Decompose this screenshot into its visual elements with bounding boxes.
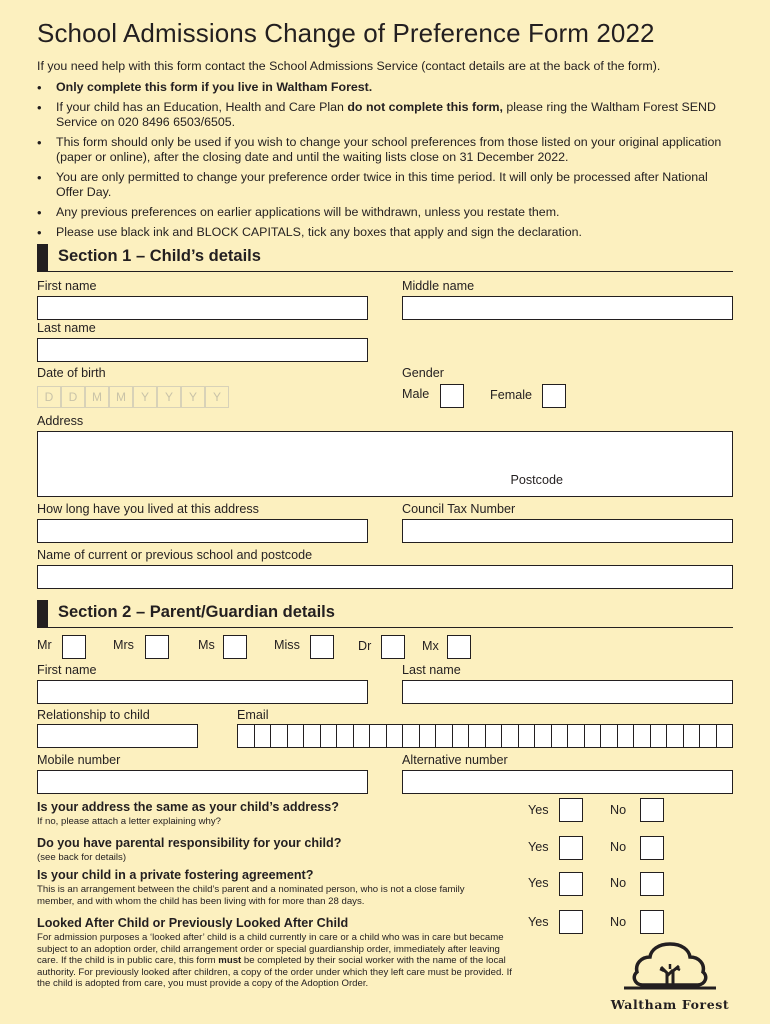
section1-header [37,244,733,272]
looked-after-yes-checkbox[interactable] [559,910,583,934]
title-miss-checkbox[interactable] [310,635,334,659]
bullet-item: • Any previous preferences on earlier applications will be withdrawn, unless you restate them. [37,205,737,220]
parent-first-name-field[interactable] [37,680,368,704]
title-mx-checkbox[interactable] [447,635,471,659]
parental-responsibility-no-checkbox[interactable] [640,836,664,860]
yes-label: Yes [528,803,549,817]
bullet-item: • If your child has an Education, Health and Care Plan do not complete this form, please ring the Waltham Forest SEND Service on 020 8496 6503/6505. [37,100,737,130]
title-dr-checkbox[interactable] [381,635,405,659]
private-fostering-yes-checkbox[interactable] [559,872,583,896]
dob-cell[interactable]: M [85,386,109,408]
title-ms-label: Ms [198,638,215,652]
council-tax-label: Council Tax Number [402,502,516,516]
alt-number-field[interactable] [402,770,733,794]
looked-after-no-checkbox[interactable] [640,910,664,934]
section-marker [37,600,48,627]
no-label: No [610,876,627,890]
alt-number-label: Alternative number [402,753,508,767]
dob-cell[interactable]: M [109,386,133,408]
gender-label: Gender [402,366,445,380]
female-checkbox[interactable] [542,384,566,408]
question-note: (see back for details) [37,852,127,863]
question-looked-after-child: Looked After Child or Previously Looked After Child [37,916,349,930]
yes-label: Yes [528,840,549,854]
title-mx-label: Mx [422,639,439,653]
child-last-name-field[interactable] [37,338,368,362]
bullet-item: • This form should only be used if you wish to change your school preferences from those listed on your original application (paper or online), after the closing date and until the waiting lists close on 31 December 2022. [37,135,737,165]
male-checkbox[interactable] [440,384,464,408]
no-label: No [610,915,627,929]
same-address-no-checkbox[interactable] [640,798,664,822]
title-ms-checkbox[interactable] [223,635,247,659]
child-first-name-field[interactable] [37,296,368,320]
no-label: No [610,840,627,854]
section2-header [37,600,733,628]
question-private-fostering: Is your child in a private fostering agreement? [37,868,314,882]
male-label: Male [402,387,430,401]
dob-cell[interactable]: D [61,386,85,408]
dob-cell[interactable]: D [37,386,61,408]
how-long-label: How long have you lived at this address [37,502,259,516]
parent-last-name-label: Last name [402,663,461,677]
section-marker [37,244,48,271]
yes-label: Yes [528,876,549,890]
postcode-label: Postcode [510,473,563,487]
title-mr-label: Mr [37,638,52,652]
dob-cell[interactable]: Y [205,386,229,408]
email-field[interactable] [237,724,733,748]
school-field[interactable] [37,565,733,589]
question-parental-responsibility: Do you have parental responsibility for your child? [37,836,342,850]
intro-text: If you need help with this form contact the School Admissions Service (contact details are at the back of the form). [37,59,661,73]
bullet-item: • Only complete this form if you live in Waltham Forest. [37,80,737,95]
address-label: Address [37,414,84,428]
yes-label: Yes [528,915,549,929]
dob-cell[interactable]: Y [133,386,157,408]
dob-label: Date of birth [37,366,106,380]
section1-title: Section 1 – Child’s details [58,247,261,265]
school-label: Name of current or previous school and postcode [37,548,313,562]
bullet-item: • You are only permitted to change your preference order twice in this time period. It will only be processed after National Offer Day. [37,170,737,200]
instructions-list [37,80,737,245]
mobile-field[interactable] [37,770,368,794]
waltham-forest-logo [604,940,736,1012]
title-dr-label: Dr [358,639,372,653]
dob-field[interactable] [37,386,229,408]
relationship-label: Relationship to child [37,708,150,722]
mobile-label: Mobile number [37,753,121,767]
question-same-address: Is your address the same as your child’s address? [37,800,339,814]
section2-title: Section 2 – Parent/Guardian details [58,603,335,621]
child-last-name-label: Last name [37,321,96,335]
how-long-field[interactable] [37,519,368,543]
logo-text: Waltham Forest [610,997,730,1012]
title-mr-checkbox[interactable] [62,635,86,659]
child-first-name-label: First name [37,279,97,293]
child-middle-name-field[interactable] [402,296,733,320]
email-label: Email [237,708,269,722]
council-tax-field[interactable] [402,519,733,543]
child-middle-name-label: Middle name [402,279,475,293]
title-miss-label: Miss [274,638,300,652]
address-field[interactable] [37,431,733,497]
relationship-field[interactable] [37,724,198,748]
parent-first-name-label: First name [37,663,97,677]
parent-last-name-field[interactable] [402,680,733,704]
question-note: This is an arrangement between the child’s parent and a nominated person, who is not a close family member, and with whom the child has been living with for more than 28 days. [37,884,465,907]
dob-cell[interactable]: Y [181,386,205,408]
title-mrs-checkbox[interactable] [145,635,169,659]
question-note: For admission purposes a ‘looked after’ child is a child currently in care or a child who was in care but became subject to an adoption order, child arrangement order or special guardianship order, immediately after leaving care. If the child is in public care, this form must be completed by their social worker with the name of the local authority. For previously looked after children, a copy of the order under which they left care must be provided. If the child is adopted from care, you must provide a copy of the Adoption Order. [37,932,512,989]
parental-responsibility-yes-checkbox[interactable] [559,836,583,860]
female-label: Female [490,388,532,402]
page-title: School Admissions Change of Preference Form 2022 [37,18,655,48]
title-mrs-label: Mrs [113,638,134,652]
bullet-item: • Please use black ink and BLOCK CAPITALS, tick any boxes that apply and sign the declaration. [37,225,737,240]
private-fostering-no-checkbox[interactable] [640,872,664,896]
no-label: No [610,803,627,817]
same-address-yes-checkbox[interactable] [559,798,583,822]
dob-cell[interactable]: Y [157,386,181,408]
tree-icon [620,940,720,992]
question-note: If no, please attach a letter explaining why? [37,816,221,827]
